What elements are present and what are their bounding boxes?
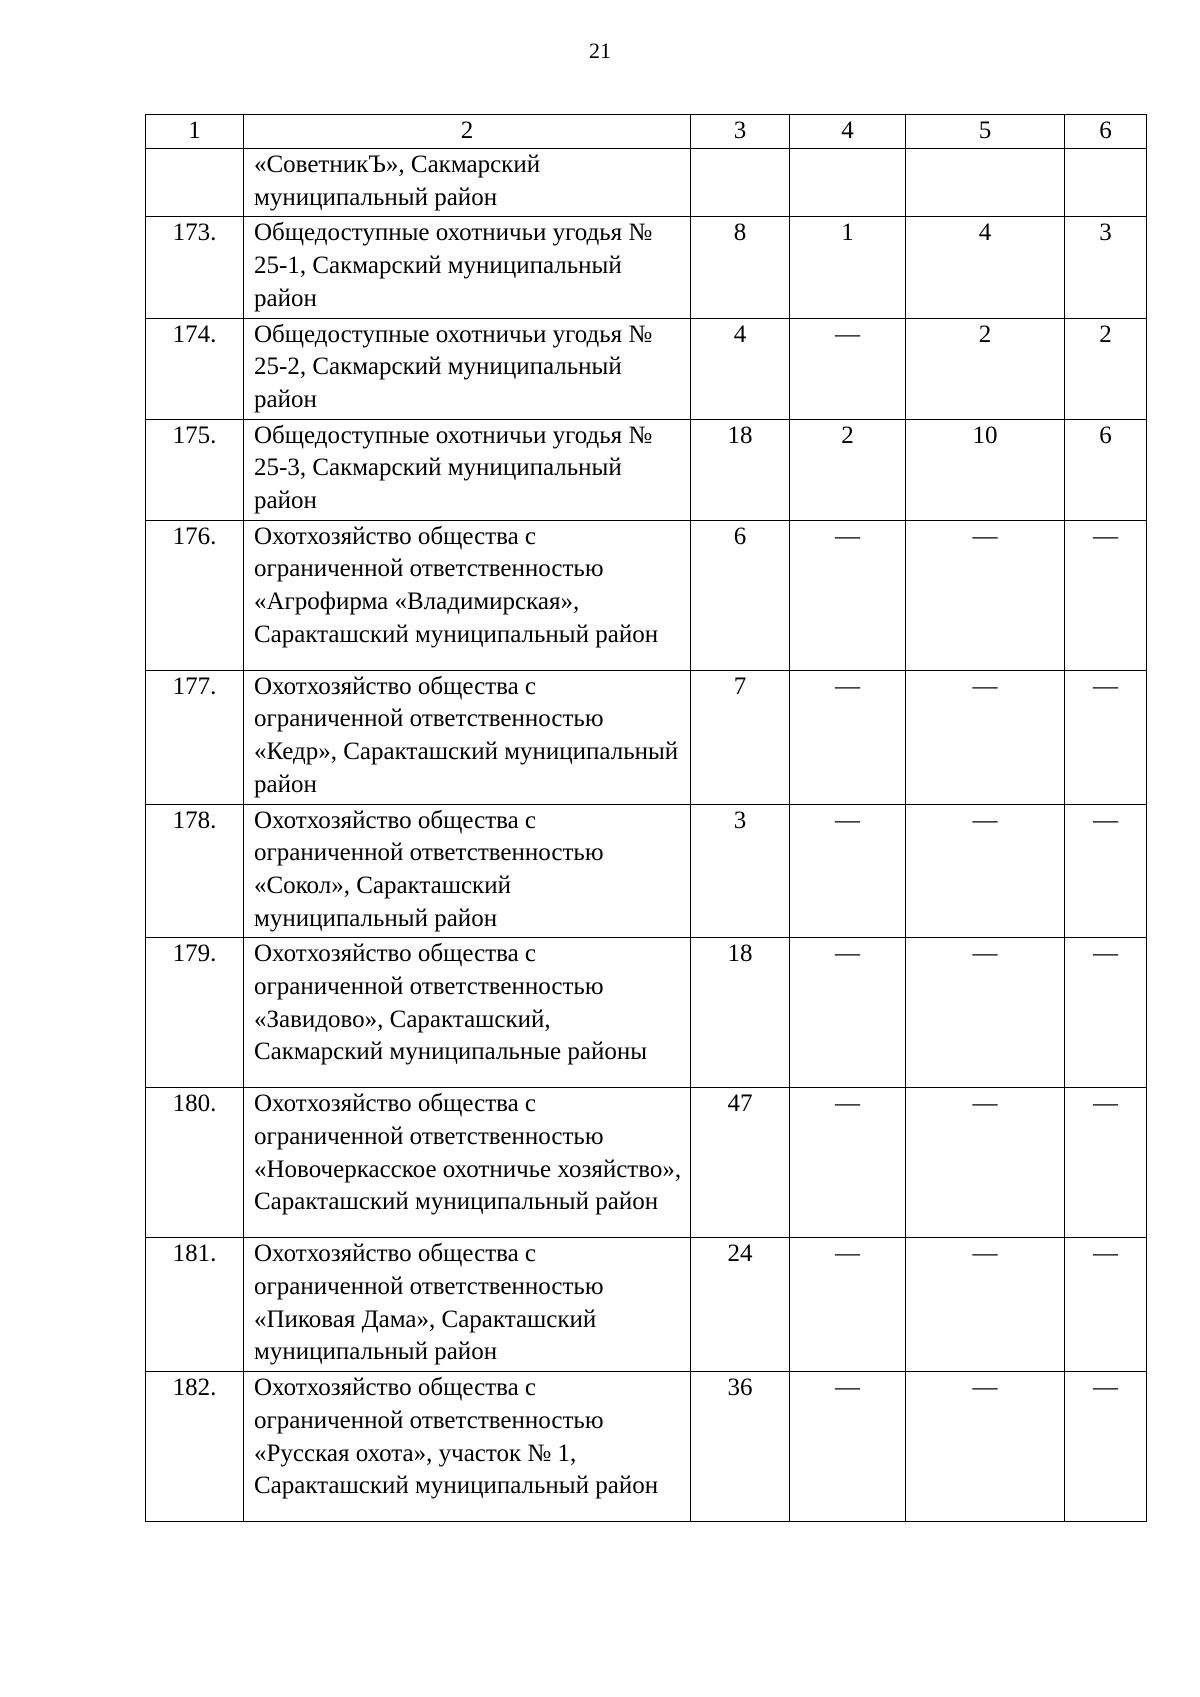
row-value-6: 3 (1065, 217, 1147, 318)
row-value-3: 18 (691, 938, 790, 1088)
table-row (146, 149, 1147, 217)
column-header: 2 (244, 115, 691, 149)
row-value-4: — (790, 1372, 906, 1522)
row-value-4: — (790, 670, 906, 804)
row-value-6 (1065, 149, 1147, 217)
row-number: 176. (146, 520, 244, 670)
row-number: 181. (146, 1238, 244, 1372)
column-header: 5 (906, 115, 1065, 149)
table-row (146, 1372, 1147, 1522)
row-value-6: — (1065, 804, 1147, 938)
row-value-6: 2 (1065, 318, 1147, 419)
row-value-6: 6 (1065, 419, 1147, 520)
row-name: Охотхозяйство общества с ограниченной ответственностью «Русская охота», участок № 1, Саракташский муниципальный район (244, 1372, 691, 1522)
row-number: 180. (146, 1088, 244, 1238)
row-value-5: — (906, 1372, 1065, 1522)
table-row (146, 520, 1147, 670)
row-name: «СоветникЪ», Сакмарский муниципальный район (244, 149, 691, 217)
row-value-4: — (790, 938, 906, 1088)
row-value-6: — (1065, 938, 1147, 1088)
row-value-4: — (790, 1088, 906, 1238)
table-row (146, 419, 1147, 520)
row-value-3: 18 (691, 419, 790, 520)
row-number: 173. (146, 217, 244, 318)
row-value-3: 47 (691, 1088, 790, 1238)
row-value-6: — (1065, 670, 1147, 804)
row-value-5 (906, 149, 1065, 217)
row-number: 177. (146, 670, 244, 804)
row-value-5: — (906, 670, 1065, 804)
row-value-5: — (906, 804, 1065, 938)
row-value-4: — (790, 520, 906, 670)
table-row (146, 1088, 1147, 1238)
row-value-3 (691, 149, 790, 217)
table-row (146, 217, 1147, 318)
row-number: 182. (146, 1372, 244, 1522)
row-value-4 (790, 149, 906, 217)
row-value-5: — (906, 1088, 1065, 1238)
column-header: 1 (146, 115, 244, 149)
column-header: 6 (1065, 115, 1147, 149)
row-value-5: — (906, 520, 1065, 670)
table-row (146, 670, 1147, 804)
row-value-3: 7 (691, 670, 790, 804)
row-value-6: — (1065, 1088, 1147, 1238)
column-header: 3 (691, 115, 790, 149)
table-row (146, 804, 1147, 938)
table-row (146, 318, 1147, 419)
row-name: Общедоступные охотничьи угодья № 25-1, Сакмарский муниципальный район (244, 217, 691, 318)
row-value-4: — (790, 318, 906, 419)
table-header-row (146, 115, 1147, 149)
data-table (145, 114, 1147, 1522)
row-value-6: — (1065, 520, 1147, 670)
column-header: 4 (790, 115, 906, 149)
row-value-4: 1 (790, 217, 906, 318)
row-number: 179. (146, 938, 244, 1088)
row-name: Охотхозяйство общества с ограниченной ответственностью «Кедр», Саракташский муниципальный район (244, 670, 691, 804)
row-value-6: — (1065, 1372, 1147, 1522)
row-value-5: 10 (906, 419, 1065, 520)
row-number: 174. (146, 318, 244, 419)
row-number: 175. (146, 419, 244, 520)
row-name: Охотхозяйство общества с ограниченной ответственностью «Агрофирма «Владимирская», Саракташский муниципальный район (244, 520, 691, 670)
row-name: Охотхозяйство общества с ограниченной ответственностью «Новочеркасское охотничье хозяйство», Саракташский муниципальный район (244, 1088, 691, 1238)
row-value-4: — (790, 1238, 906, 1372)
row-value-4: — (790, 804, 906, 938)
table-row (146, 938, 1147, 1088)
row-value-3: 24 (691, 1238, 790, 1372)
row-value-4: 2 (790, 419, 906, 520)
row-value-5: 4 (906, 217, 1065, 318)
row-number: 178. (146, 804, 244, 938)
row-value-5: — (906, 938, 1065, 1088)
row-value-3: 36 (691, 1372, 790, 1522)
table-row (146, 1238, 1147, 1372)
page-number: 21 (589, 38, 611, 63)
row-value-3: 4 (691, 318, 790, 419)
row-name: Охотхозяйство общества с ограниченной ответственностью «Пиковая Дама», Саракташский муниципальный район (244, 1238, 691, 1372)
row-number (146, 149, 244, 217)
row-value-5: 2 (906, 318, 1065, 419)
row-name: Общедоступные охотничьи угодья № 25-3, Сакмарский муниципальный район (244, 419, 691, 520)
row-value-5: — (906, 1238, 1065, 1372)
row-name: Охотхозяйство общества с ограниченной ответственностью «Завидово», Саракташский, Сакмарский муниципальные районы (244, 938, 691, 1088)
row-name: Общедоступные охотничьи угодья № 25-2, Сакмарский муниципальный район (244, 318, 691, 419)
row-value-3: 6 (691, 520, 790, 670)
row-value-3: 3 (691, 804, 790, 938)
row-value-6: — (1065, 1238, 1147, 1372)
row-value-3: 8 (691, 217, 790, 318)
row-name: Охотхозяйство общества с ограниченной ответственностью «Сокол», Саракташский муниципальный район (244, 804, 691, 938)
